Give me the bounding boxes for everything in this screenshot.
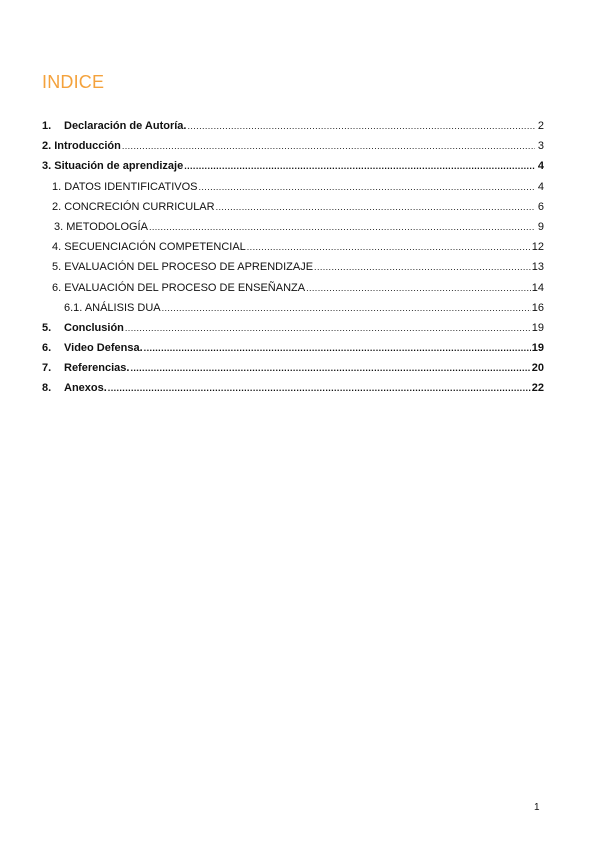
toc-entry-datos[interactable] <box>42 181 544 201</box>
toc-entry-anexos[interactable] <box>42 382 544 402</box>
toc-entry-page: 13 <box>531 261 544 274</box>
toc-entry-text: Anexos. <box>64 382 107 395</box>
toc-entry-number: 3. <box>54 220 64 233</box>
toc-entry-introduccion[interactable] <box>42 140 544 160</box>
dot-leader <box>108 383 531 393</box>
toc-entry-evaluacion-aprendizaje[interactable] <box>42 261 544 281</box>
toc-entry-text: Declaración de Autoría. <box>64 120 187 132</box>
toc-entry-text: METODOLOGÍA <box>66 220 148 233</box>
toc-entry-number: 2. <box>52 200 62 213</box>
dot-leader <box>162 303 531 313</box>
toc-entry-video-defensa[interactable] <box>42 342 544 362</box>
toc-entry-number: 2. <box>42 140 52 153</box>
toc-entry-page: 19 <box>531 342 544 355</box>
toc-entry-text: CONCRECIÓN CURRICULAR <box>64 200 215 213</box>
toc-entry-analisis-dua[interactable] <box>42 302 544 322</box>
toc-entry-page: 9 <box>537 220 544 233</box>
toc-entry-page: 16 <box>531 301 544 314</box>
toc-entry-number: 4. <box>52 241 62 254</box>
toc-entry-text: EVALUACIÓN DEL PROCESO DE ENSEÑANZA <box>64 281 306 294</box>
toc-entry-text: Referencias. <box>64 362 130 375</box>
toc-entry-page: 6 <box>537 200 544 213</box>
toc-entry-evaluacion-ensenanza[interactable] <box>42 282 544 302</box>
toc-entry-number: 5. <box>42 321 52 334</box>
toc-entry-page: 3 <box>537 140 544 153</box>
toc-entry-number: 8. <box>42 382 52 395</box>
dot-leader <box>247 242 531 252</box>
toc-entry-number: 7. <box>42 362 52 375</box>
toc-entry-metodologia[interactable] <box>42 221 544 241</box>
toc-entry-text: Video Defensa. <box>64 342 143 355</box>
dot-leader <box>199 182 536 192</box>
toc-entry-number: 6.1. <box>64 301 83 314</box>
dot-leader <box>125 323 531 333</box>
toc-entry-secuenciacion[interactable] <box>42 241 544 261</box>
toc-entry-page: 22 <box>531 382 544 395</box>
dot-leader <box>144 343 531 353</box>
dot-leader <box>130 363 530 373</box>
toc-entry-page: 12 <box>531 241 544 254</box>
toc-entry-page: 19 <box>531 321 544 334</box>
toc-entry-number: 6. <box>42 342 52 355</box>
toc-entry-page: 4 <box>537 180 544 193</box>
toc-entry-text: DATOS IDENTIFICATIVOS <box>64 180 198 193</box>
toc-entry-text: EVALUACIÓN DEL PROCESO DE APRENDIZAJE <box>64 261 314 274</box>
table-of-contents <box>42 120 544 403</box>
toc-entry-declaracion[interactable] <box>42 120 544 140</box>
toc-entry-page: 20 <box>531 362 544 375</box>
dot-leader <box>184 161 535 171</box>
toc-entry-text: ANÁLISIS DUA <box>84 301 161 314</box>
dot-leader <box>122 141 535 151</box>
page-title: INDICE <box>42 72 105 92</box>
toc-entry-text: Introducción <box>54 140 121 153</box>
toc-entry-referencias[interactable] <box>42 362 544 382</box>
dot-leader <box>306 283 531 293</box>
dot-leader <box>187 121 535 131</box>
dot-leader <box>314 262 531 272</box>
toc-entry-number: 1. <box>42 120 52 132</box>
page-number: 1 <box>534 802 540 813</box>
toc-entry-number: 3. <box>42 160 52 173</box>
toc-entry-page: 4 <box>537 160 544 173</box>
toc-entry-concrecion[interactable] <box>42 201 544 221</box>
toc-entry-situacion[interactable] <box>42 160 544 180</box>
toc-entry-text: Conclusión <box>64 321 124 334</box>
dot-leader <box>149 222 535 232</box>
toc-entry-conclusion[interactable] <box>42 322 544 342</box>
dot-leader <box>216 202 535 212</box>
toc-entry-number: 1. <box>52 180 62 193</box>
toc-entry-number: 5. <box>52 261 62 274</box>
toc-entry-text: Situación de aprendizaje <box>54 160 184 173</box>
toc-entry-number: 6. <box>52 281 62 294</box>
toc-entry-text: SECUENCIACIÓN COMPETENCIAL <box>64 241 246 254</box>
toc-entry-page: 2 <box>537 120 544 132</box>
toc-entry-page: 14 <box>531 281 544 294</box>
